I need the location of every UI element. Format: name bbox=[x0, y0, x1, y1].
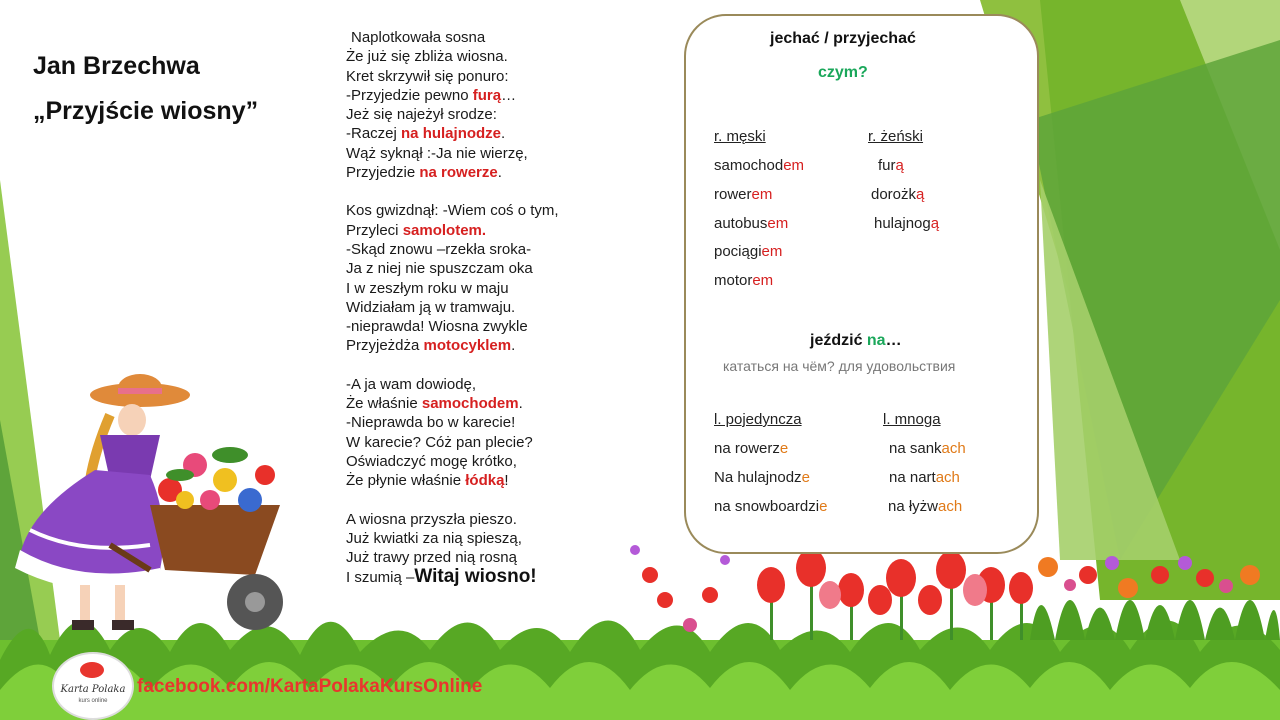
poem-line: Jeż się najeżył srodze: bbox=[346, 106, 497, 124]
feminine-word: hulajnogą bbox=[874, 215, 940, 232]
poem-line: Ja z niej nie spuszczam oka bbox=[346, 260, 533, 278]
poem-line: Kret skrzywił się ponuro: bbox=[346, 67, 509, 85]
poem-line: W karecie? Cóż pan plecie? bbox=[346, 433, 533, 451]
grammar-card bbox=[684, 14, 1039, 554]
highlight-word: łódką bbox=[465, 472, 505, 490]
poem-line: -Nieprawda bo w karecie! bbox=[346, 414, 516, 432]
poem-line: I szumią –Witaj wiosno! bbox=[346, 566, 537, 588]
singular-word: na rowerze bbox=[714, 440, 789, 457]
poem-line: -Skąd znowu –rzekła sroka- bbox=[346, 240, 532, 258]
poem-final-words: Witaj wiosno! bbox=[414, 566, 537, 588]
highlight-word: samolotem. bbox=[402, 221, 487, 239]
poem-line: Oświadczyć mogę krótko, bbox=[346, 452, 517, 470]
speech-bubble-icon bbox=[80, 662, 104, 678]
masculine-column-header: r. męski bbox=[714, 128, 766, 145]
feminine-column-header: r. żeński bbox=[868, 128, 924, 145]
poem-line: A wiosna przyszła pieszo. bbox=[346, 510, 517, 528]
author-name: Jan Brzechwa bbox=[33, 52, 200, 80]
poem-line: Już kwiatki za nią spieszą, bbox=[346, 529, 522, 547]
masculine-word: motorem bbox=[714, 272, 774, 289]
poem-line: Widziałam ją w tramwaju. bbox=[346, 298, 516, 316]
logo-subtext: kurs online bbox=[78, 698, 108, 704]
logo-text: Karta Polaka bbox=[60, 684, 126, 695]
poem-text bbox=[346, 28, 646, 588]
poem-line: Przyleci samolotem. bbox=[346, 221, 487, 239]
singular-word: na snowboardzie bbox=[714, 498, 828, 515]
poem-line: -Przyjedzie pewno furą… bbox=[346, 86, 517, 104]
poem-line: Że już się zbliża wiosna. bbox=[346, 48, 508, 66]
masculine-word: samochodem bbox=[714, 157, 805, 174]
highlight-word: na hulajnodze bbox=[401, 125, 502, 143]
poem-line: Kos gwizdnął: -Wiem coś o tym, bbox=[346, 202, 559, 220]
card-question-czym: czym? bbox=[818, 64, 868, 81]
poem-line: Przyjedzie na rowerze. bbox=[346, 164, 502, 182]
feminine-word: furą bbox=[878, 157, 904, 174]
plural-word: na łyżwach bbox=[888, 498, 963, 515]
poem-line: -A ja wam dowiodę, bbox=[346, 375, 477, 393]
karta-polaka-logo bbox=[52, 652, 134, 720]
highlight-word: na rowerze bbox=[419, 164, 498, 182]
poem-line: Naplotkowała sosna bbox=[351, 29, 486, 46]
masculine-word: autobusem bbox=[714, 215, 789, 232]
russian-translation-note: кататься на чём? для удовольствия bbox=[723, 358, 956, 374]
poem-line: Że właśnie samochodem. bbox=[346, 395, 523, 413]
singular-column-header: l. pojedyncza bbox=[714, 411, 802, 428]
highlight-word: furą bbox=[472, 86, 502, 104]
singular-word: Na hulajnodze bbox=[714, 469, 810, 486]
poem-line: Że płynie właśnie łódką! bbox=[346, 472, 509, 490]
card-heading-jezdzic: jeździć na… bbox=[810, 332, 902, 349]
feminine-word: dorożką bbox=[871, 186, 925, 203]
poem-line: I w zeszłym roku w maju bbox=[346, 279, 509, 297]
poem-line: Przyjeżdża motocyklem. bbox=[346, 337, 516, 355]
plural-word: na sankach bbox=[889, 440, 966, 457]
facebook-link[interactable]: facebook.com/KartaPolakaKursOnline bbox=[137, 676, 483, 697]
highlight-word: samochodem bbox=[421, 395, 519, 413]
girl-with-flower-cart-illustration bbox=[0, 370, 320, 640]
poem-title: „Przyjście wiosny” bbox=[33, 97, 259, 125]
plural-column-header: l. mnoga bbox=[883, 411, 941, 428]
poem-line: Już trawy przed nią rosną bbox=[346, 549, 517, 567]
plural-word: na nartach bbox=[889, 469, 960, 486]
poem-line: Wąż syknął :-Ja nie wierzę, bbox=[346, 144, 528, 162]
card-heading-jechac: jechać / przyjechać bbox=[770, 30, 916, 47]
poem-line: -Raczej na hulajnodze. bbox=[346, 125, 506, 143]
highlight-word: motocyklem bbox=[423, 337, 512, 355]
masculine-word: rowerem bbox=[714, 186, 773, 203]
masculine-word: pociągiem bbox=[714, 243, 783, 260]
poem-line: -nieprawda! Wiosna zwykle bbox=[346, 318, 528, 336]
